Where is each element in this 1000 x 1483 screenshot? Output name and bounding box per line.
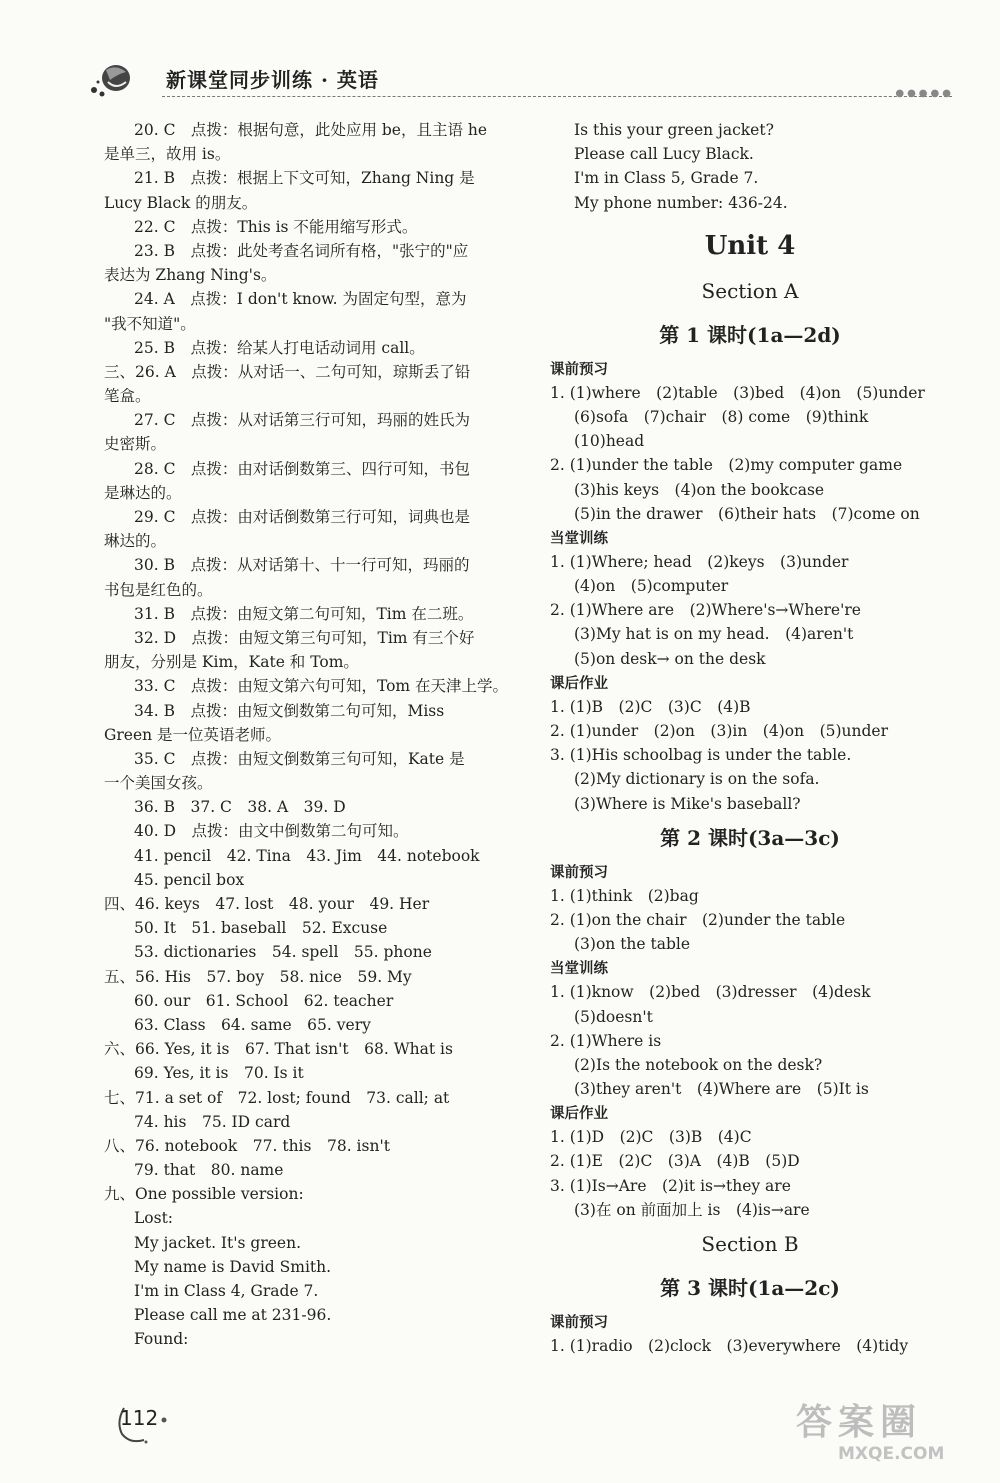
- answer-line: 1. (1)radio (2)clock (3)everywhere (4)tidy: [550, 1337, 909, 1355]
- answer-line: 53. dictionaries 54. spell 55. phone: [134, 943, 432, 962]
- answer-line: 36. B 37. C 38. A 39. D: [134, 798, 346, 817]
- left-column: [104, 118, 512, 1352]
- answer-line: 34. B 点拨：由短文倒数第二句可知，Miss: [134, 701, 445, 720]
- answer-line: (3)My hat is on my head. (4)aren't: [574, 625, 854, 644]
- answer-line: My jacket. It's green.: [134, 1233, 302, 1252]
- lesson-2-title: 第 2 课时(3a—3c): [660, 825, 840, 850]
- homework-heading: 课后作业: [550, 675, 608, 692]
- preview-heading: 课前预习: [550, 361, 608, 378]
- answer-line: 三、26. A 点拨：从对话一、二句可知，琼斯丢了铅: [104, 362, 471, 381]
- answer-line: 1. (1)know (2)bed (3)dresser (4)desk: [550, 983, 871, 1002]
- answer-line: 史密斯。: [104, 435, 167, 454]
- answer-line: 33. C 点拨：由短文第六句可知，Tom 在天津上学。: [134, 677, 509, 696]
- answer-line: Please call me at 231-96.: [134, 1306, 332, 1325]
- right-column: [550, 118, 950, 1358]
- answer-line: 30. B 点拨：从对话第十、十一行可知，玛丽的: [134, 556, 470, 575]
- answer-line: 22. C 点拨：This is 不能用缩写形式。: [134, 217, 418, 236]
- answer-line: 七、71. a set of 72. lost; found 73. call; at: [104, 1088, 450, 1107]
- watermark-url: MXQE.COM: [838, 1444, 945, 1464]
- preview-heading: 课前预习: [550, 864, 608, 881]
- answer-line: 八、76. notebook 77. this 78. isn't: [104, 1136, 390, 1155]
- answer-line: 五、56. His 57. boy 58. nice 59. My: [104, 967, 412, 986]
- answer-line: Lucy Black 的朋友。: [104, 193, 258, 212]
- answer-line: 是琳达的。: [104, 483, 182, 502]
- practice-heading: 当堂训练: [550, 961, 608, 978]
- answer-line: 50. It 51. baseball 52. Excuse: [134, 919, 388, 938]
- answer-line: I'm in Class 4, Grade 7.: [134, 1282, 319, 1300]
- answer-line: My name is David Smith.: [134, 1257, 332, 1276]
- answer-line: 四、46. keys 47. lost 48. your 49. Her: [104, 895, 430, 913]
- answer-line: 1. (1)Where; head (2)keys (3)under: [550, 552, 849, 571]
- answer-line: 六、66. Yes, it is 67. That isn't 68. What is: [104, 1040, 453, 1059]
- answer-line: Is this your green jacket?: [574, 121, 774, 139]
- answer-line: 2. (1)Where are (2)Where's→Where're: [550, 601, 861, 620]
- answer-line: 35. C 点拨：由短文倒数第三句可知，Kate 是: [134, 749, 465, 768]
- page-header: [84, 58, 954, 104]
- answer-line: 朋友，分别是 Kim，Kate 和 Tom。: [104, 653, 359, 672]
- answer-line: 2. (1)under the table (2)my computer game: [550, 456, 903, 475]
- answer-line: 一个美国女孩。: [104, 774, 213, 793]
- answer-line: 31. B 点拨：由短文第二句可知，Tim 在二班。: [134, 604, 474, 623]
- answer-line: (3)on the table: [574, 935, 691, 954]
- answer-line: My phone number: 436-24.: [574, 193, 788, 212]
- answer-line: (3)they aren't (4)Where are (5)It is: [574, 1080, 869, 1099]
- answer-line: (4)on (5)computer: [574, 577, 729, 596]
- header-divider: [162, 96, 952, 97]
- answer-line: 23. B 点拨：此处考查名词所有格，"张宁的"应: [134, 241, 469, 260]
- answer-line: 1. (1)D (2)C (3)B (4)C: [550, 1128, 752, 1147]
- answer-line: "我不知道"。: [104, 314, 196, 333]
- practice-heading: 当堂训练: [550, 530, 608, 547]
- page-number-badge: [114, 1400, 170, 1446]
- answer-line: (3)Where is Mike's baseball?: [574, 794, 801, 813]
- answer-line: (6)sofa (7)chair (8) come (9)think: [574, 407, 869, 426]
- answer-line: 表达为 Zhang Ning's。: [104, 266, 277, 285]
- answer-line: 2. (1)E (2)C (3)A (4)B (5)D: [550, 1152, 800, 1171]
- answer-line: 1. (1)B (2)C (3)C (4)B: [550, 697, 751, 716]
- answer-line: 1. (1)think (2)bag: [550, 886, 699, 905]
- answer-line: (3)his keys (4)on the bookcase: [574, 480, 825, 499]
- watermark-logo-text: 答案圈: [796, 1402, 923, 1443]
- answer-line: 笔盒。: [104, 387, 151, 406]
- answer-line: 21. B 点拨：根据上下文可知，Zhang Ning 是: [134, 169, 475, 188]
- answer-line: (10)head: [574, 432, 645, 451]
- answer-line: 32. D 点拨：由短文第三句可知，Tim 有三个好: [134, 628, 475, 647]
- answer-line: 25. B 点拨：给某人打电话动词用 call。: [134, 338, 425, 357]
- answer-line: (2)Is the notebook on the desk?: [574, 1055, 823, 1074]
- answer-line: 63. Class 64. same 65. very: [134, 1015, 371, 1034]
- answer-line: 45. pencil box: [134, 870, 245, 889]
- answer-line: 书包是红色的。: [104, 580, 213, 599]
- answer-line: 2. (1)Where is: [550, 1031, 662, 1050]
- answer-line: Green 是一位英语老师。: [104, 725, 282, 744]
- answer-line: (5)in the drawer (6)their hats (7)come on: [574, 504, 920, 523]
- answer-line: 是单三，故用 is。: [104, 145, 231, 164]
- answer-line: 29. C 点拨：由对话倒数第三行可知，词典也是: [134, 508, 470, 526]
- answer-line: 3. (1)His schoolbag is under the table.: [550, 746, 852, 765]
- preview-heading: 课前预习: [550, 1315, 608, 1331]
- answer-line: 琳达的。: [104, 532, 167, 551]
- book-title: 新课堂同步训练 · 英语: [166, 68, 379, 92]
- section-b-title: Section B: [701, 1232, 799, 1256]
- answer-line: 28. C 点拨：由对话倒数第三、四行可知，书包: [134, 459, 470, 478]
- answer-line: 27. C 点拨：从对话第三行可知，玛丽的姓氏为: [134, 411, 470, 430]
- answer-line: 69. Yes, it is 70. Is it: [134, 1064, 304, 1083]
- answer-line: 40. D 点拨：由文中倒数第二句可知。: [134, 822, 409, 841]
- answer-line: 24. A 点拨：I don't know. 为固定句型，意为: [134, 290, 467, 309]
- answer-line: (5)on desk→ on the desk: [574, 649, 766, 668]
- answer-line: 41. pencil 42. Tina 43. Jim 44. notebook: [134, 846, 480, 865]
- answer-line: 79. that 80. name: [134, 1161, 284, 1180]
- answer-line: 2. (1)on the chair (2)under the table: [550, 910, 846, 929]
- watermark: [786, 1388, 986, 1476]
- lesson-3-title: 第 3 课时(1a—2c): [660, 1276, 840, 1300]
- answer-line: I'm in Class 5, Grade 7.: [574, 169, 759, 188]
- answer-line: 74. his 75. ID card: [134, 1112, 291, 1131]
- lesson-1-title: 第 1 课时(1a—2d): [659, 322, 841, 347]
- answer-line: 3. (1)Is→Are (2)it is→they are: [550, 1176, 791, 1195]
- section-a-title: Section A: [701, 278, 799, 303]
- answer-line: 九、One possible version:: [104, 1185, 304, 1204]
- header-dots: ●●●●●: [895, 88, 954, 99]
- answer-line: (2)My dictionary is on the sofa.: [574, 770, 820, 789]
- unit-title: Unit 4: [704, 230, 796, 261]
- answer-line: Lost:: [134, 1209, 174, 1228]
- answer-line: Found:: [134, 1330, 189, 1349]
- answer-line: 2. (1)under (2)on (3)in (4)on (5)under: [550, 722, 889, 740]
- homework-heading: 课后作业: [550, 1106, 608, 1123]
- book-logo-icon: [88, 60, 132, 100]
- answer-line: Please call Lucy Black.: [574, 145, 754, 164]
- answer-line: 1. (1)where (2)table (3)bed (4)on (5)under: [550, 383, 925, 402]
- answer-line: 20. C 点拨：根据句意，此处应用 be，且主语 he: [134, 121, 488, 139]
- answer-line: (5)doesn't: [574, 1007, 653, 1026]
- answer-line: 60. our 61. School 62. teacher: [134, 991, 394, 1010]
- page-number: 112: [120, 1406, 159, 1430]
- answer-line: (3)在 on 前面加上 is (4)is→are: [574, 1200, 810, 1219]
